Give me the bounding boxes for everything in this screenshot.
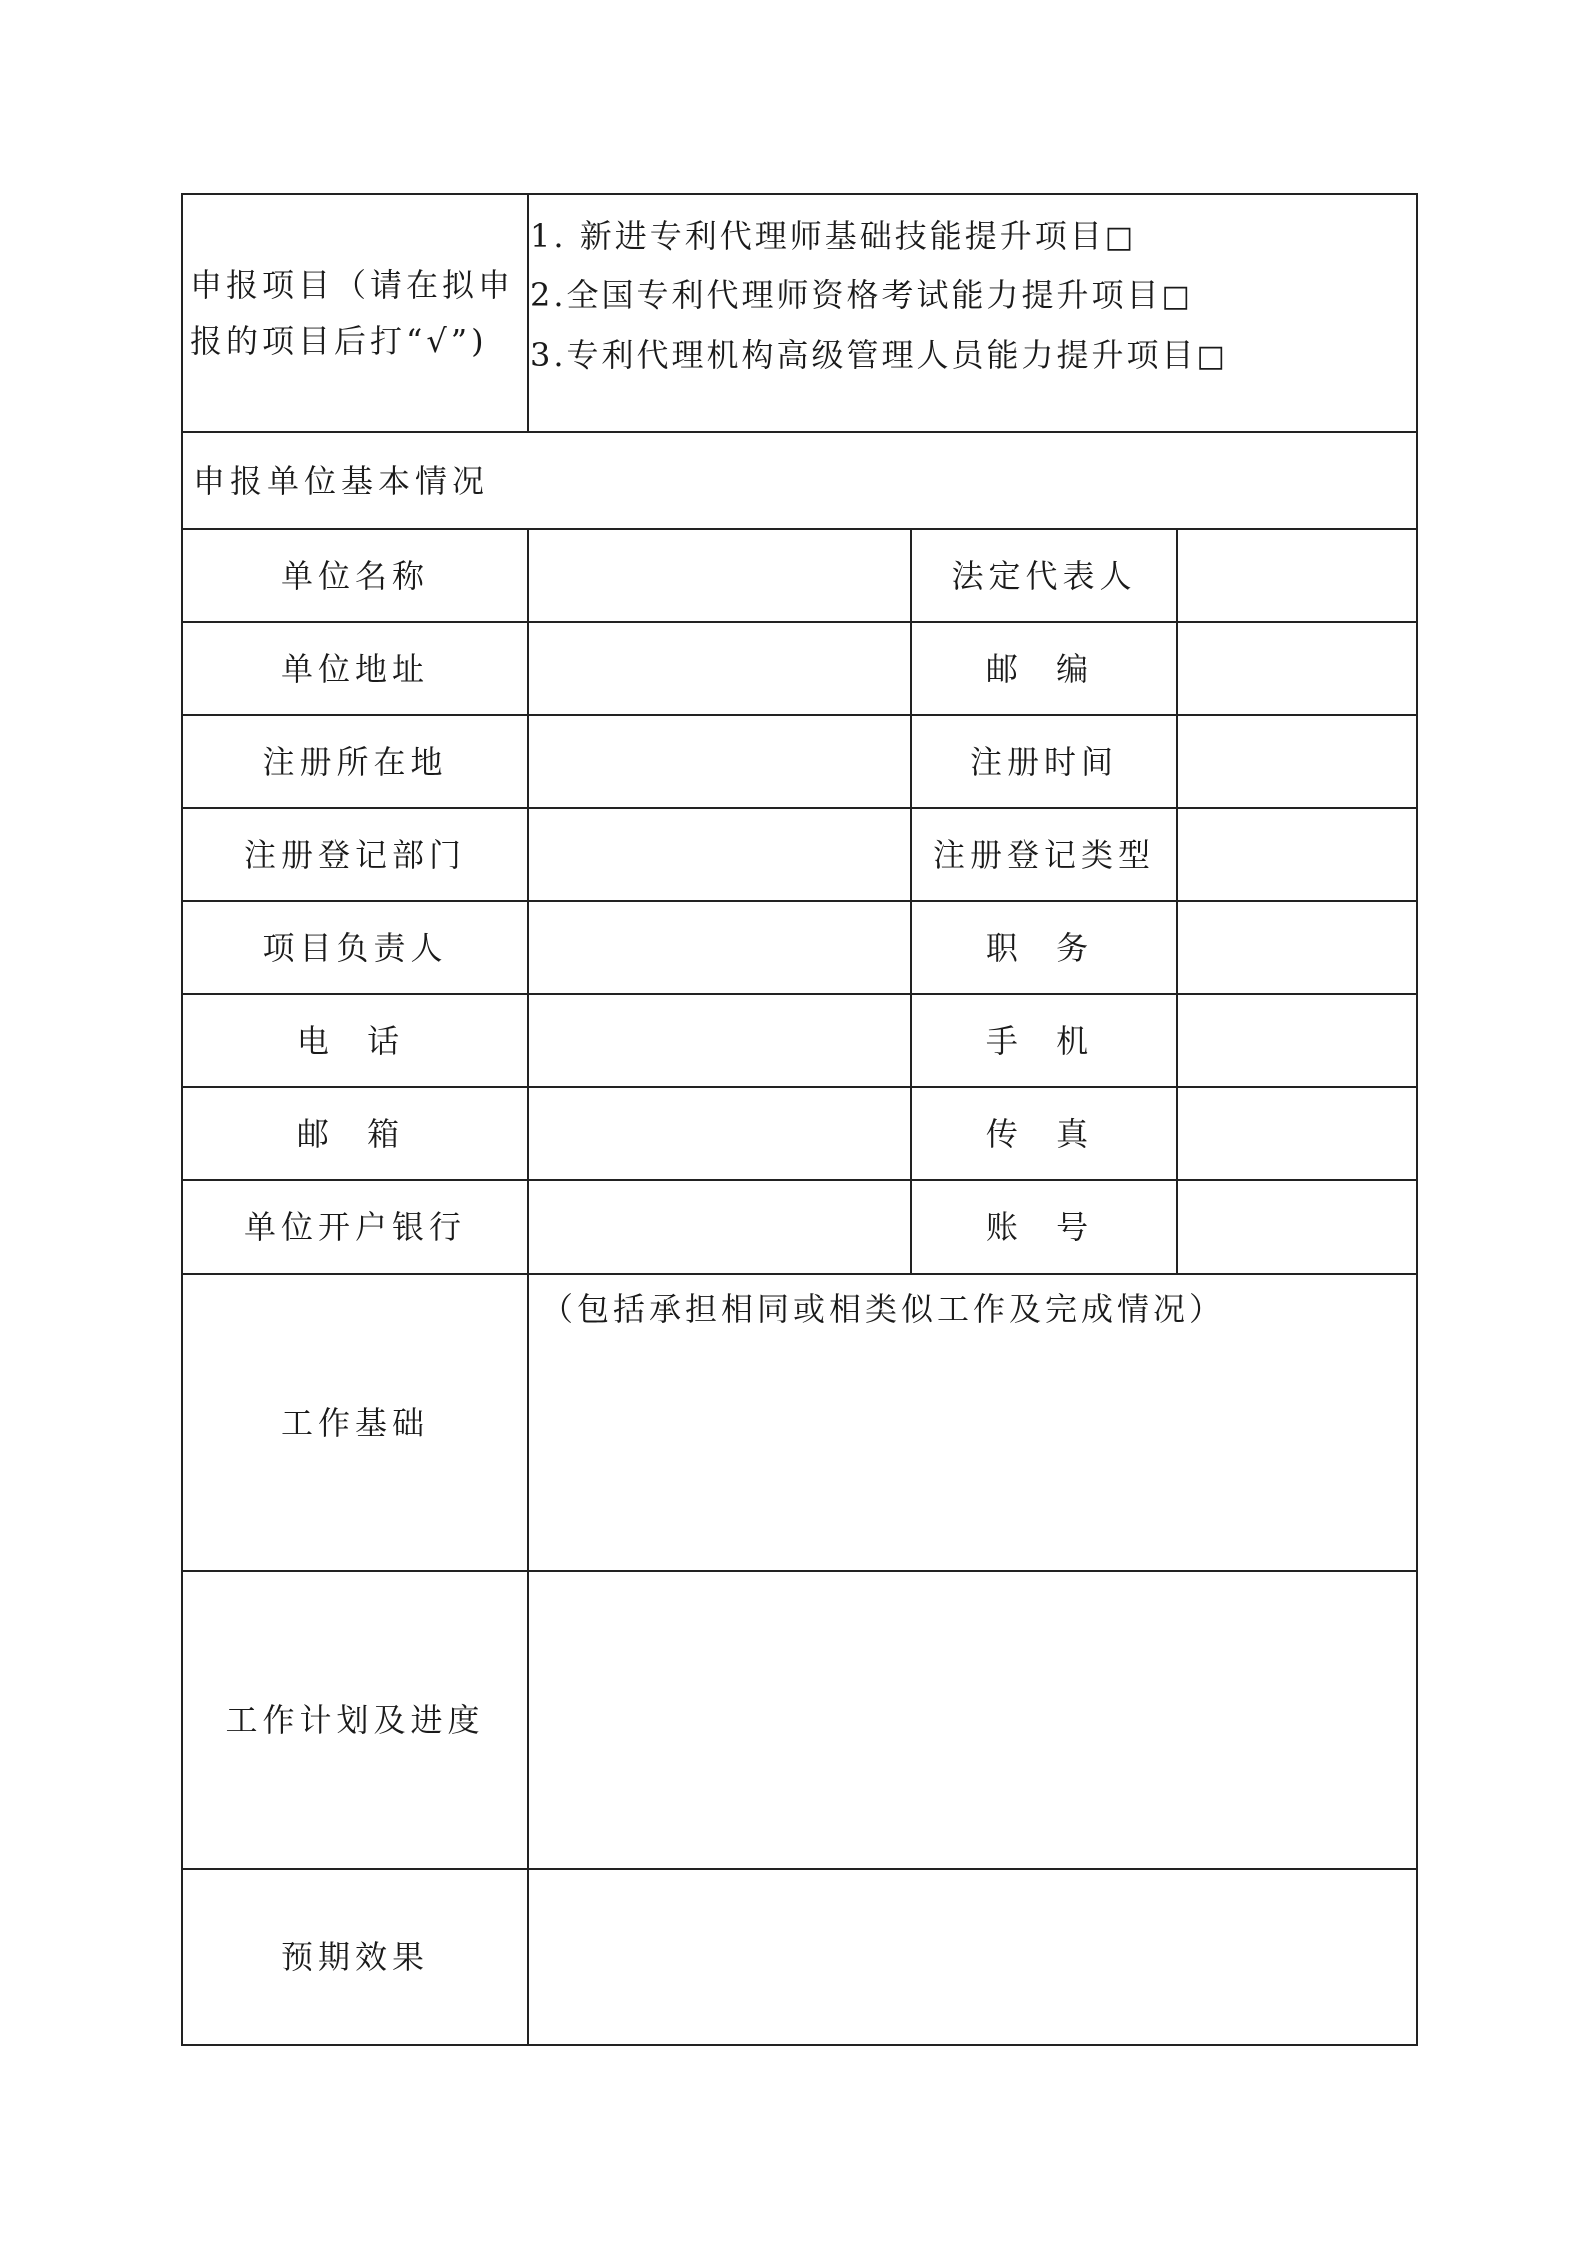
label-email: 邮 箱 <box>296 1114 414 1153</box>
project-item-2-text: 2.全国专利代理师资格考试能力提升项目 <box>530 276 1162 314</box>
label-fax: 传 真 <box>985 1114 1103 1153</box>
project-label-line-2: 报的项目后打“√”) <box>190 322 488 360</box>
field-position[interactable] <box>1178 902 1416 993</box>
border-right <box>1416 193 1418 2046</box>
field-unit-address[interactable] <box>529 623 910 714</box>
project-item-3 <box>530 330 1228 376</box>
field-account-number[interactable] <box>1178 1181 1416 1273</box>
border-col-1-top <box>527 193 529 433</box>
work-basis-note: （包括承担相同或相类似工作及完成情况） <box>541 1290 1226 1328</box>
project-item-2-checkbox[interactable]: □ <box>1161 279 1193 314</box>
project-label <box>183 195 527 431</box>
label-mobile: 手 机 <box>985 1021 1103 1060</box>
field-phone[interactable] <box>529 995 910 1086</box>
field-mobile[interactable] <box>1178 995 1416 1086</box>
unit-section-header: 申报单位基本情况 <box>193 461 490 500</box>
label-registration-time: 注册时间 <box>969 742 1118 781</box>
field-work-basis[interactable] <box>529 1275 1416 1570</box>
label-unit-name: 单位名称 <box>280 556 429 595</box>
field-postcode[interactable] <box>1178 623 1416 714</box>
field-expected-effect[interactable] <box>529 1870 1416 2044</box>
field-project-leader[interactable] <box>529 902 910 993</box>
label-phone: 电 话 <box>296 1021 414 1060</box>
label-expected-effect: 预期效果 <box>280 1938 429 1976</box>
field-registration-time[interactable] <box>1178 716 1416 807</box>
field-registered-location[interactable] <box>529 716 910 807</box>
project-item-1-checkbox[interactable]: □ <box>1104 220 1137 255</box>
field-unit-name[interactable] <box>529 530 910 621</box>
project-item-1-text: 1. 新进专利代理师基础技能提升项目 <box>530 217 1105 255</box>
label-work-plan: 工作计划及进度 <box>225 1701 485 1739</box>
field-bank[interactable] <box>529 1181 910 1273</box>
field-registration-department[interactable] <box>529 809 910 900</box>
project-item-2 <box>530 270 1193 316</box>
project-label-line-1: 申报项目（请在拟申 <box>190 266 515 304</box>
project-item-3-checkbox[interactable]: □ <box>1196 339 1228 374</box>
field-work-plan[interactable] <box>529 1572 1416 1868</box>
label-position: 职 务 <box>985 928 1103 967</box>
field-email[interactable] <box>529 1088 910 1179</box>
project-item-3-text: 3.专利代理机构高级管理人员能力提升项目 <box>530 336 1197 374</box>
label-unit-address: 单位地址 <box>280 649 429 688</box>
field-registration-type[interactable] <box>1178 809 1416 900</box>
label-account-number: 账 号 <box>985 1208 1103 1246</box>
label-registration-department: 注册登记部门 <box>243 835 466 874</box>
label-postcode: 邮 编 <box>985 649 1103 688</box>
label-bank: 单位开户银行 <box>243 1208 466 1246</box>
project-item-1 <box>530 211 1136 257</box>
label-legal-representative: 法定代表人 <box>951 556 1137 595</box>
label-registration-type: 注册登记类型 <box>932 835 1155 874</box>
label-project-leader: 项目负责人 <box>262 928 448 967</box>
field-fax[interactable] <box>1178 1088 1416 1179</box>
border-bottom <box>181 2044 1418 2046</box>
label-work-basis: 工作基础 <box>280 1403 429 1442</box>
label-registered-location: 注册所在地 <box>262 742 448 781</box>
field-legal-representative[interactable] <box>1178 530 1416 621</box>
